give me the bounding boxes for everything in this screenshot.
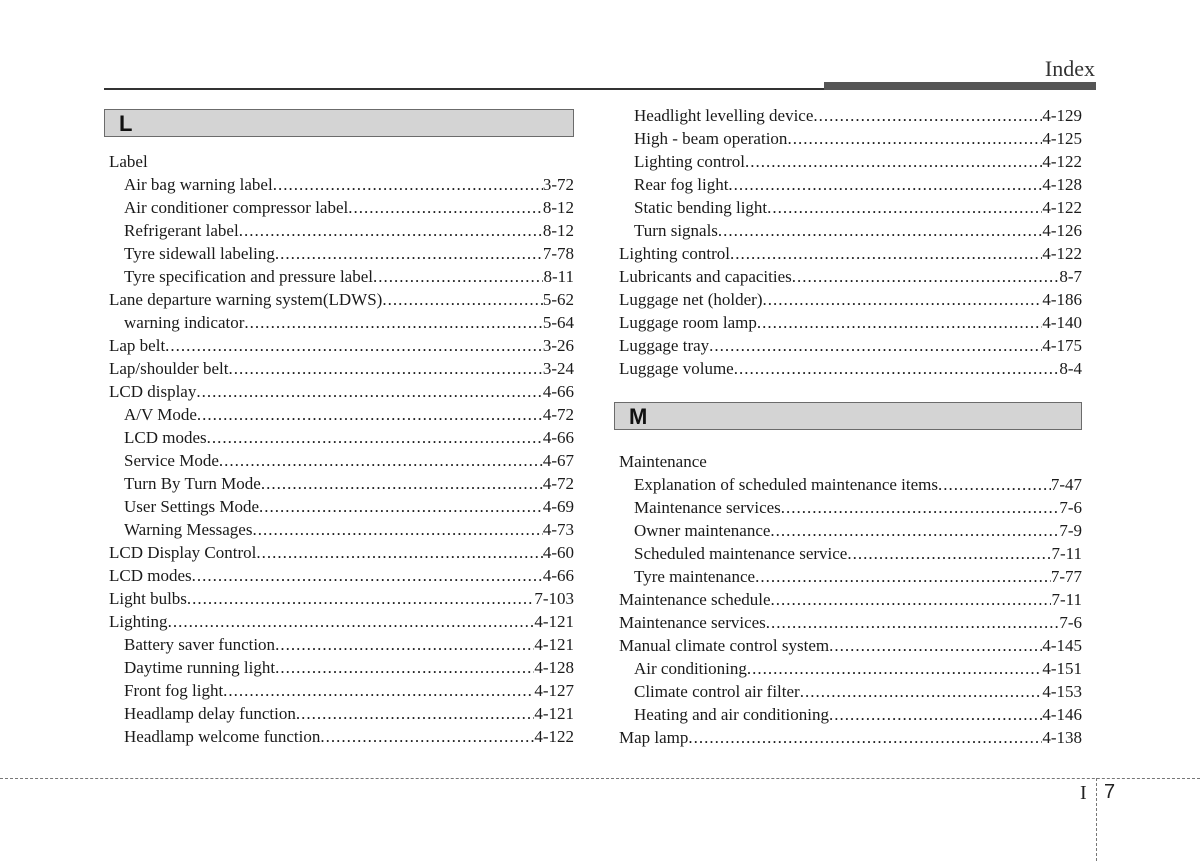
- entry-page: 4-128: [1042, 175, 1082, 194]
- leader-dots: [165, 334, 543, 357]
- index-entry: [619, 611, 1082, 634]
- index-entry: [109, 541, 574, 564]
- entry-label: Static bending light: [634, 198, 768, 217]
- index-entry: [619, 450, 1082, 473]
- leader-dots: [275, 633, 534, 656]
- page-title: Index: [1044, 56, 1095, 81]
- index-entry: [124, 633, 574, 656]
- entry-label: Warning Messages: [124, 520, 253, 539]
- entry-page: 4-127: [534, 681, 574, 700]
- leader-dots: [196, 380, 542, 403]
- entry-label: Map lamp: [619, 728, 689, 747]
- section-header-l: [104, 109, 574, 137]
- entry-label: Luggage room lamp: [619, 313, 757, 332]
- entry-label: Turn signals: [634, 221, 718, 240]
- entry-page: 4-72: [542, 474, 574, 493]
- index-entry: [619, 311, 1082, 334]
- leader-dots: [771, 588, 1052, 611]
- index-entry: [124, 196, 574, 219]
- index-entry: [634, 565, 1082, 588]
- leader-dots: [757, 311, 1042, 334]
- index-entry: [109, 357, 574, 380]
- entry-page: 5-62: [542, 290, 574, 309]
- entry-label: User Settings Mode: [124, 497, 260, 516]
- entry-label: Maintenance services: [619, 613, 766, 632]
- entry-label: Lane departure warning system(LDWS): [109, 290, 383, 309]
- leader-dots: [273, 173, 543, 196]
- entry-page: 3-72: [542, 175, 574, 194]
- leader-dots: [219, 449, 543, 472]
- entry-page: 4-66: [542, 428, 574, 447]
- index-entry: [124, 679, 574, 702]
- index-entry: [124, 265, 574, 288]
- leader-dots: [197, 403, 543, 426]
- index-entry: [109, 380, 574, 403]
- entry-page: 4-125: [1042, 129, 1082, 148]
- index-entry: [124, 495, 574, 518]
- entry-page: 8-12: [542, 198, 574, 217]
- entry-label: Maintenance: [619, 452, 707, 471]
- entry-label: Air bag warning label: [124, 175, 273, 194]
- leader-dots: [829, 703, 1042, 726]
- entry-page: 4-153: [1042, 682, 1082, 701]
- leader-dots: [766, 611, 1060, 634]
- entry-label: Tyre specification and pressure label: [124, 267, 373, 286]
- entry-page: 4-60: [542, 543, 574, 562]
- index-entry: [619, 334, 1082, 357]
- entry-label: Luggage net (holder): [619, 290, 763, 309]
- leader-dots: [320, 725, 534, 748]
- leader-dots: [382, 288, 543, 311]
- entry-page: 4-138: [1042, 728, 1082, 747]
- index-entry: [634, 496, 1082, 519]
- entry-label: Explanation of scheduled maintenance items: [634, 475, 939, 494]
- index-entry: [634, 703, 1082, 726]
- index-entry: [124, 472, 574, 495]
- entry-label: Maintenance services: [634, 498, 781, 517]
- entry-page: 8-12: [542, 221, 574, 240]
- leader-dots: [747, 657, 1042, 680]
- leader-dots: [792, 265, 1060, 288]
- entry-page: 4-145: [1042, 636, 1082, 655]
- page-number: 7: [1104, 781, 1116, 803]
- leader-dots: [261, 472, 543, 495]
- index-entry: [634, 473, 1082, 496]
- index-entry: [124, 403, 574, 426]
- index-entry: [109, 587, 574, 610]
- entry-page: 4-66: [542, 382, 574, 401]
- entry-label: Battery saver function: [124, 635, 276, 654]
- entry-label: Heating and air conditioning: [634, 705, 829, 724]
- index-entry: [109, 150, 574, 173]
- entry-page: 7-9: [1059, 521, 1082, 540]
- leader-dots: [763, 288, 1043, 311]
- entry-label: Front fog light: [124, 681, 224, 700]
- entry-page: 4-67: [542, 451, 574, 470]
- entry-page: 7-6: [1059, 613, 1082, 632]
- leader-dots: [259, 495, 543, 518]
- index-entry: [634, 150, 1082, 173]
- entry-page: 4-121: [534, 704, 574, 723]
- footer-dashed-rule: [0, 778, 1200, 779]
- entry-page: 4-121: [534, 635, 574, 654]
- entry-label: Headlamp delay function: [124, 704, 296, 723]
- index-entry: [634, 173, 1082, 196]
- entry-page: 7-78: [542, 244, 574, 263]
- entry-label: Lap/shoulder belt: [109, 359, 229, 378]
- leader-dots: [718, 219, 1042, 242]
- leader-dots: [787, 127, 1042, 150]
- entry-page: 4-73: [542, 520, 574, 539]
- index-entry: [109, 334, 574, 357]
- footer-dashed-divider: [1096, 778, 1097, 861]
- header-accent-bar: [824, 82, 1096, 90]
- leader-dots: [348, 196, 543, 219]
- entry-page: 4-128: [534, 658, 574, 677]
- entry-label: LCD modes: [124, 428, 207, 447]
- leader-dots: [296, 702, 535, 725]
- entry-label: Air conditioner compressor label: [124, 198, 349, 217]
- footer-section-letter: I: [1080, 782, 1087, 804]
- index-entry: [619, 726, 1082, 749]
- section-letter: M: [629, 404, 648, 429]
- leader-dots: [187, 587, 534, 610]
- entry-label: Lubricants and capacities: [619, 267, 792, 286]
- entry-page: 8-7: [1059, 267, 1082, 286]
- entry-label: A/V Mode: [124, 405, 197, 424]
- entry-page: 7-6: [1059, 498, 1082, 517]
- index-entry: [634, 680, 1082, 703]
- leader-dots: [252, 518, 542, 541]
- leader-dots: [755, 565, 1051, 588]
- leader-dots: [228, 357, 542, 380]
- index-entry: [634, 542, 1082, 565]
- entry-label: High - beam operation: [634, 129, 788, 148]
- entry-page: 4-140: [1042, 313, 1082, 332]
- entry-page: 4-121: [534, 612, 574, 631]
- leader-dots: [938, 473, 1051, 496]
- entry-page: 7-11: [1051, 590, 1082, 609]
- entry-page: 7-11: [1051, 544, 1082, 563]
- section-header-m: [614, 402, 1082, 430]
- entry-page: 4-69: [542, 497, 574, 516]
- index-entry: [619, 634, 1082, 657]
- entry-label: warning indicator: [124, 313, 245, 332]
- entry-page: 4-122: [534, 727, 574, 746]
- leader-dots: [734, 357, 1060, 380]
- leader-dots: [275, 242, 543, 265]
- entry-page: 8-11: [543, 267, 574, 286]
- index-entry: [124, 449, 574, 472]
- entry-label: Lighting: [109, 612, 168, 631]
- entry-page: 4-146: [1042, 705, 1082, 724]
- leader-dots: [223, 679, 534, 702]
- entry-label: Owner maintenance: [634, 521, 771, 540]
- index-entry: [619, 242, 1082, 265]
- leader-dots: [275, 656, 534, 679]
- index-entry: [619, 265, 1082, 288]
- leader-dots: [847, 542, 1051, 565]
- entry-page: 4-122: [1042, 244, 1082, 263]
- leader-dots: [730, 242, 1042, 265]
- entry-page: 4-66: [542, 566, 574, 585]
- leader-dots: [168, 610, 535, 633]
- entry-label: Luggage volume: [619, 359, 734, 378]
- entry-label: Lighting control: [634, 152, 745, 171]
- entry-label: LCD display: [109, 382, 197, 401]
- entry-page: 4-122: [1042, 198, 1082, 217]
- entry-page: 3-24: [542, 359, 574, 378]
- leader-dots: [239, 219, 543, 242]
- entry-page: 4-126: [1042, 221, 1082, 240]
- entry-page: 5-64: [542, 313, 574, 332]
- entry-label: Manual climate control system: [619, 636, 830, 655]
- entry-page: 7-77: [1050, 567, 1082, 586]
- leader-dots: [688, 726, 1042, 749]
- index-entry: [124, 656, 574, 679]
- index-entry: [124, 426, 574, 449]
- entry-label: Rear fog light: [634, 175, 729, 194]
- index-entry: [124, 518, 574, 541]
- entry-page: 4-186: [1042, 290, 1082, 309]
- entry-label: Light bulbs: [109, 589, 187, 608]
- entry-label: Service Mode: [124, 451, 219, 470]
- index-entry: [124, 173, 574, 196]
- entry-page: 8-4: [1059, 359, 1082, 378]
- leader-dots: [256, 541, 542, 564]
- index-entry: [124, 242, 574, 265]
- entry-page: 3-26: [542, 336, 574, 355]
- index-entry: [634, 127, 1082, 150]
- entry-label: Luggage tray: [619, 336, 710, 355]
- leader-dots: [244, 311, 542, 334]
- entry-page: 4-122: [1042, 152, 1082, 171]
- leader-dots: [813, 104, 1042, 127]
- index-entry: [109, 610, 574, 633]
- entry-label: Headlamp welcome function: [124, 727, 321, 746]
- index-entry: [124, 311, 574, 334]
- entry-page: 4-129: [1042, 106, 1082, 125]
- leader-dots: [770, 519, 1059, 542]
- index-entry: [124, 219, 574, 242]
- entry-label: LCD modes: [109, 566, 192, 585]
- index-entry: [634, 196, 1082, 219]
- leader-dots: [745, 150, 1042, 173]
- entry-label: Scheduled maintenance service: [634, 544, 848, 563]
- index-entry: [619, 357, 1082, 380]
- leader-dots: [767, 196, 1042, 219]
- index-entry: [109, 564, 574, 587]
- section-letter: L: [119, 111, 133, 136]
- index-entry: [634, 219, 1082, 242]
- index-entry: [619, 588, 1082, 611]
- entry-page: 4-72: [542, 405, 574, 424]
- entry-label: Turn By Turn Mode: [124, 474, 261, 493]
- index-entry: [124, 725, 574, 748]
- entry-label: Label: [109, 152, 148, 171]
- leader-dots: [829, 634, 1042, 657]
- leader-dots: [709, 334, 1042, 357]
- leader-dots: [207, 426, 543, 449]
- index-entry: [634, 104, 1082, 127]
- leader-dots: [728, 173, 1042, 196]
- index-entry: [109, 288, 574, 311]
- entry-label: Air conditioning: [634, 659, 747, 678]
- leader-dots: [373, 265, 543, 288]
- entry-label: Daytime running light: [124, 658, 276, 677]
- entry-label: Tyre maintenance: [634, 567, 756, 586]
- entry-page: 7-103: [534, 589, 574, 608]
- index-entry: [124, 702, 574, 725]
- entry-label: Headlight levelling device: [634, 106, 814, 125]
- entry-label: Maintenance schedule: [619, 590, 771, 609]
- leader-dots: [800, 680, 1043, 703]
- entry-page: 4-151: [1042, 659, 1082, 678]
- entry-page: 7-47: [1050, 475, 1082, 494]
- entry-label: Climate control air filter: [634, 682, 800, 701]
- index-entry: [619, 288, 1082, 311]
- entry-label: Tyre sidewall labeling: [124, 244, 275, 263]
- leader-dots: [192, 564, 543, 587]
- leader-dots: [781, 496, 1060, 519]
- index-entry: [634, 657, 1082, 680]
- entry-label: Lighting control: [619, 244, 730, 263]
- entry-label: LCD Display Control: [109, 543, 257, 562]
- entry-label: Refrigerant label: [124, 221, 239, 240]
- index-entry: [634, 519, 1082, 542]
- entry-page: 4-175: [1042, 336, 1082, 355]
- entry-label: Lap belt: [109, 336, 166, 355]
